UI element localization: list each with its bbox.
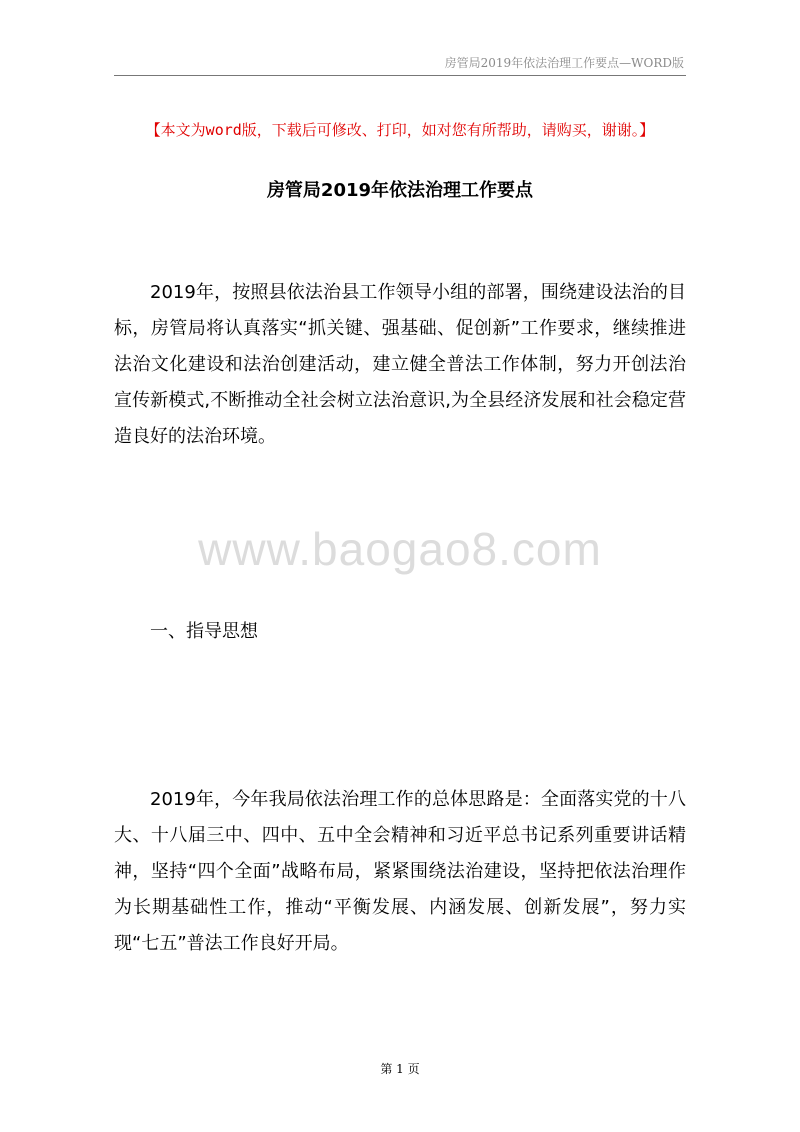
running-header: 房管局2019年依法治理工作要点—WORD版 bbox=[444, 56, 684, 70]
document-title: 房管局2019年依法治理工作要点 bbox=[266, 180, 534, 201]
header-divider bbox=[114, 75, 686, 76]
section-heading-guiding-ideology: 一、指导思想 bbox=[150, 621, 258, 642]
page-number: 第 1 页 bbox=[380, 1062, 420, 1076]
body-paragraph-intro: 2019年，按照县依法治县工作领导小组的部署，围绕建设法治的目标，房管局将认真落实“抓关键、强基础、促创新”工作要求，继续推进法治文化建设和法治创建活动，建立健全普法工作体制，努力开创法治宣传新模式,不断推动全社会树立法治意识,为全县经济发展和社会稳定营造良好的法治环境。 bbox=[114, 282, 686, 447]
purchase-notice: 【本文为word版，下载后可修改、打印，如对您有所帮助，请购买，谢谢。】 bbox=[145, 121, 655, 139]
body-paragraph-overall-approach: 2019年，今年我局依法治理工作的总体思路是：全面落实党的十八大、十八届三中、四中、五中全会精神和习近平总书记系列重要讲话精神，坚持“四个全面”战略布局，紧紧围绕法治建设，坚持把依法治理作为长期基础性工作，推动“平衡发展、内涵发展、创新发展”，努力实现“七五”普法工作良好开局。 bbox=[114, 789, 686, 954]
watermark: www.baogao8.com bbox=[198, 523, 602, 575]
